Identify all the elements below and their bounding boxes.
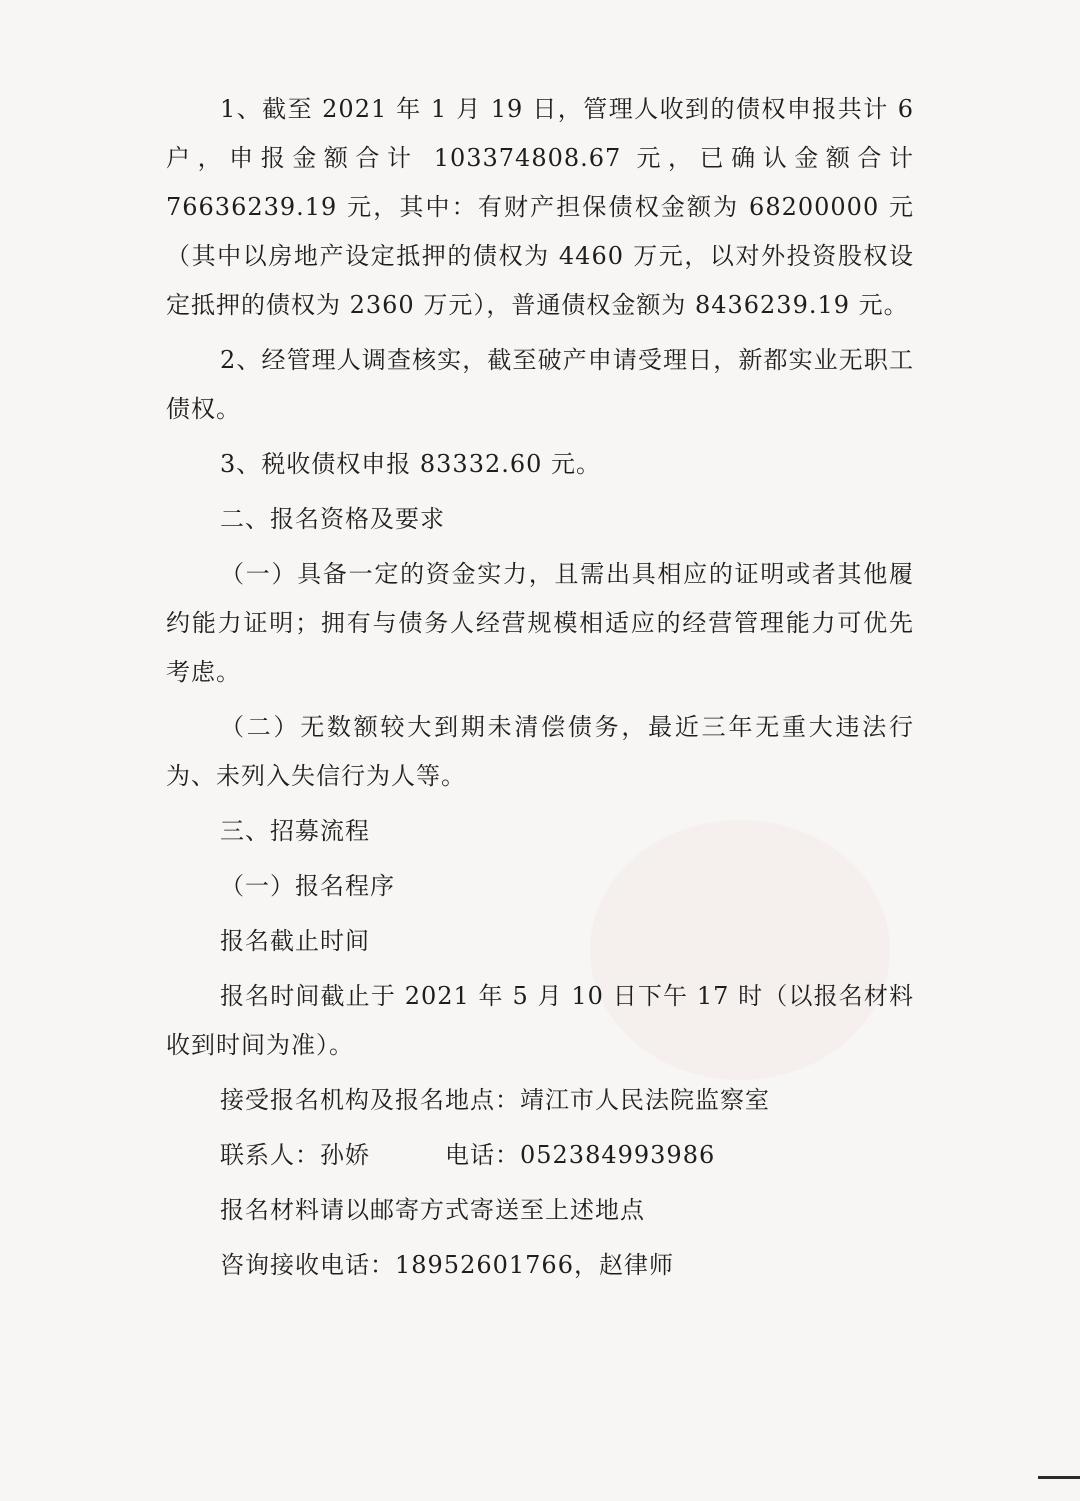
paragraph-contact: 联系人：孙娇 电话：052384993986 xyxy=(220,1141,716,1169)
corner-mark xyxy=(1038,1476,1080,1479)
paragraph-eligibility-2: （二）无数额较大到期未清偿债务，最近三年无重大违法行为、未列入失信行为人等。 xyxy=(166,713,914,790)
label-deadline: 报名截止时间 xyxy=(220,927,370,955)
paragraph-claims-summary: 1、截至 2021 年 1 月 19 日，管理人收到的债权申报共计 6 户，申报金额合计 103374808.67 元，已确认金额合计 76636239.19 元，其中：有财产担保债权金额为 68200000 元（其中以房地产设定抵押的债权为 4460 万元，以对外投资股权设定抵押的债权为 2360 万元），普通债权金额为 8436239.19 元。 xyxy=(166,95,914,319)
paragraph-employee-claims: 2、经管理人调查核实，截至破产申请受理日，新都实业无职工债权。 xyxy=(166,346,914,423)
paragraph-consult-phone: 咨询接收电话：18952601766，赵律师 xyxy=(220,1251,674,1279)
paragraph-mailing: 报名材料请以邮寄方式寄送至上述地点 xyxy=(220,1196,645,1224)
paragraph-deadline: 报名时间截止于 2021 年 5 月 10 日下午 17 时（以报名材料收到时间为准）。 xyxy=(166,982,914,1059)
paragraph-tax-claims: 3、税收债权申报 83332.60 元。 xyxy=(220,450,602,478)
paragraph-eligibility-1: （一）具备一定的资金实力，且需出具相应的证明或者其他履约能力证明；拥有与债务人经营规模相适应的经营管理能力可优先考虑。 xyxy=(166,560,914,686)
paragraph-registration-location: 接受报名机构及报名地点：靖江市人民法院监察室 xyxy=(220,1086,770,1114)
section-heading-process: 三、招募流程 xyxy=(220,817,370,845)
document-body xyxy=(166,85,914,1296)
subheading-registration: （一）报名程序 xyxy=(220,872,395,900)
section-heading-eligibility: 二、报名资格及要求 xyxy=(220,505,445,533)
